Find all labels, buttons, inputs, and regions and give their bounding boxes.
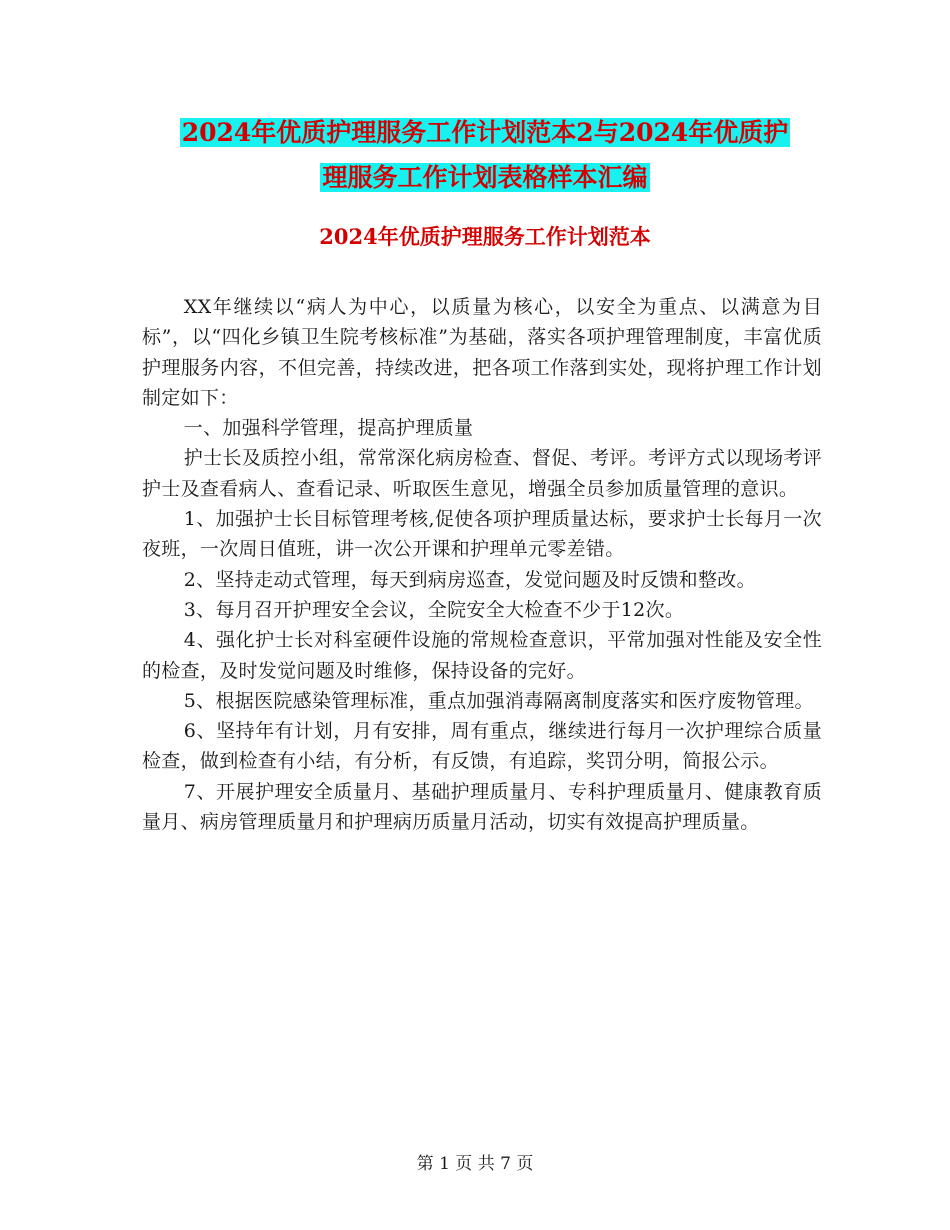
document-body: [142, 292, 822, 837]
title-line-2: 理服务工作计划表格样本汇编: [322, 163, 648, 192]
document-title: [140, 110, 830, 200]
paragraph-heading-1: 一、加强科学管理，提高护理质量: [183, 417, 474, 440]
paragraph-item-1: 1、加强护士长目标管理考核,促使各项护理质量达标，要求护士长每月一次夜班，一次周日值班，讲一次公开课和护理单元零差错。: [142, 508, 822, 561]
paragraph-intro: XX年继续以“病人为中心，以质量为核心，以安全为重点、以满意为目标”，以“四化乡镇卫生院考核标准”为基础，落实各项护理管理制度，丰富优质护理服务内容，不但完善，持续改进，把各项工作落到实处，现将护理工作计划制定如下：: [142, 296, 822, 409]
paragraph-item-2: 2、坚持走动式管理，每天到病房巡查，发觉问题及时反馈和整改。: [183, 568, 756, 591]
paragraph-item-3: 3、每月召开护理安全会议，全院安全大检查不少于12次。: [183, 598, 685, 621]
paragraph-item-5: 5、根据医院感染管理标准，重点加强消毒隔离制度落实和医疗废物管理。: [183, 689, 814, 712]
paragraph-item-7: 7、开展护理安全质量月、基础护理质量月、专科护理质量月、健康教育质量月、病房管理质量月和护理病历质量月活动，切实有效提高护理质量。: [142, 780, 822, 834]
paragraph-quality-control: 护士长及质控小组，常常深化病房检查、督促、考评。考评方式以现场考评护士及查看病人、查看记录、听取医生意见，增强全员参加质量管理的意识。: [142, 447, 822, 500]
paragraph-item-4: 4、强化护士长对科室硬件设施的常规检查意识，平常加强对性能及安全性的检查，及时发觉问题及时维修，保持设备的完好。: [142, 629, 822, 682]
title-line-1: 2024年优质护理服务工作计划范本2与2024年优质护: [181, 118, 789, 147]
paragraph-item-6: 6、坚持年有计划，月有安排，周有重点，继续进行每月一次护理综合质量检查，做到检查有小结，有分析，有反馈，有追踪，奖罚分明，简报公示。: [142, 720, 822, 773]
page-footer: 第 1 页 共 7 页: [416, 1154, 534, 1174]
section-subtitle: 2024年优质护理服务工作计划范本: [319, 224, 651, 249]
